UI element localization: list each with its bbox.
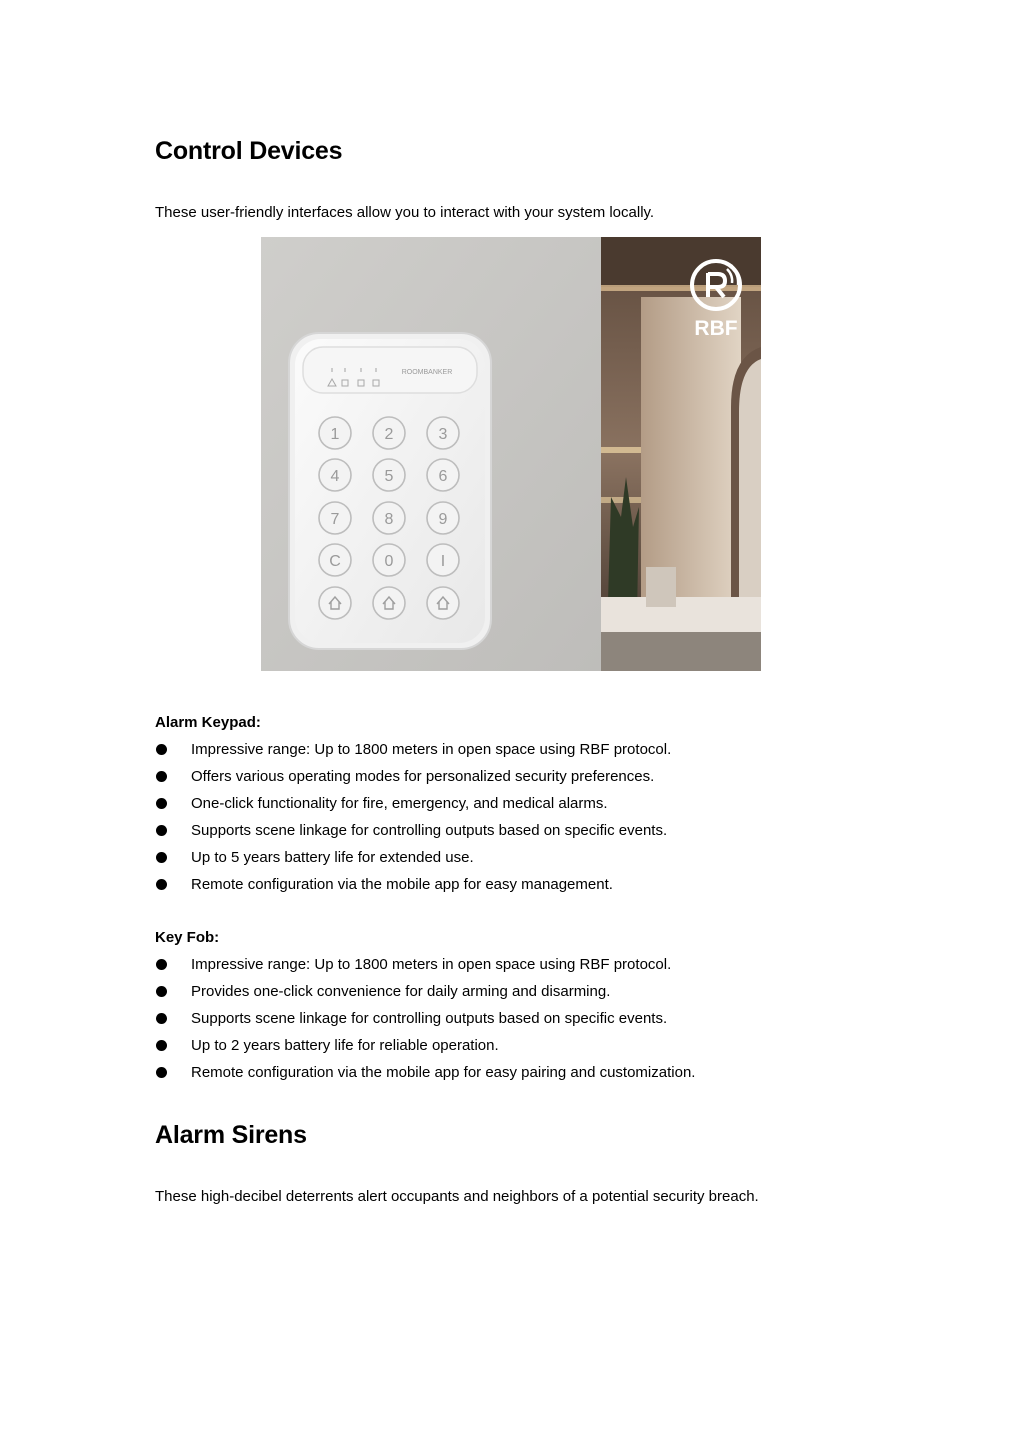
keypad-brand-text: ROOMBANKER	[401, 369, 453, 376]
key-label: 3	[438, 426, 448, 443]
keypad-key	[373, 459, 405, 491]
keypad-keys	[319, 417, 459, 619]
key-label: 5	[384, 468, 394, 485]
list-item: Supports scene linkage for controlling outputs based on specific events.	[155, 817, 875, 844]
keypad-key	[319, 587, 351, 619]
keypad-key	[373, 587, 405, 619]
keypad-key	[427, 502, 459, 534]
keypad-key	[319, 544, 351, 576]
rbf-logo-text: RBF	[694, 317, 738, 340]
keypad-key	[319, 417, 351, 449]
keypad-key	[373, 544, 405, 576]
keypad-key	[319, 502, 351, 534]
key-label: 2	[384, 426, 394, 443]
bullet-icon	[156, 986, 167, 997]
keypad-key	[427, 417, 459, 449]
bullet-icon	[156, 1067, 167, 1078]
alarm-keypad-heading: Alarm Keypad:	[155, 714, 261, 731]
key-label: 1	[330, 426, 340, 443]
list-item: Impressive range: Up to 1800 meters in open space using RBF protocol.	[155, 951, 875, 978]
key-label: 8	[384, 511, 394, 528]
key-label: 0	[384, 553, 394, 570]
keypad-key	[373, 502, 405, 534]
section-title-alarm-sirens: Alarm Sirens	[155, 1121, 307, 1149]
keypad-key	[319, 459, 351, 491]
key-label: 6	[438, 468, 448, 485]
key-fob-features	[155, 951, 875, 1086]
list-item: One-click functionality for fire, emergency, and medical alarms.	[155, 790, 875, 817]
list-item: Remote configuration via the mobile app for easy management.	[155, 871, 875, 898]
list-item: Provides one-click convenience for daily arming and disarming.	[155, 978, 875, 1005]
alarm-keypad-features	[155, 736, 875, 898]
bullet-icon	[156, 744, 167, 755]
key-label: 9	[438, 511, 448, 528]
bullet-icon	[156, 959, 167, 970]
list-item: Up to 2 years battery life for reliable operation.	[155, 1032, 875, 1059]
keypad-key	[427, 459, 459, 491]
section-title-control-devices: Control Devices	[155, 137, 343, 165]
list-item: Supports scene linkage for controlling outputs based on specific events.	[155, 1005, 875, 1032]
list-item: Offers various operating modes for personalized security preferences.	[155, 763, 875, 790]
bullet-icon	[156, 1040, 167, 1051]
keypad-key	[427, 587, 459, 619]
list-item: Impressive range: Up to 1800 meters in open space using RBF protocol.	[155, 736, 875, 763]
bullet-icon	[156, 825, 167, 836]
bullet-icon	[156, 798, 167, 809]
list-item: Remote configuration via the mobile app for easy pairing and customization.	[155, 1059, 875, 1086]
control-intro: These user-friendly interfaces allow you to interact with your system locally.	[155, 204, 655, 221]
key-label: 4	[330, 468, 340, 485]
keypad-key	[427, 544, 459, 576]
bullet-icon	[156, 879, 167, 890]
sirens-intro: These high-decibel deterrents alert occupants and neighbors of a potential security breach.	[155, 1188, 759, 1205]
bullet-icon	[156, 771, 167, 782]
bullet-icon	[156, 1013, 167, 1024]
list-item: Up to 5 years battery life for extended use.	[155, 844, 875, 871]
key-label: C	[329, 553, 341, 570]
key-label: I	[440, 553, 446, 570]
keypad-key	[373, 417, 405, 449]
bullet-icon	[156, 852, 167, 863]
keypad-product-image	[261, 237, 761, 671]
key-fob-heading: Key Fob:	[155, 929, 220, 946]
key-label: 7	[330, 511, 340, 528]
